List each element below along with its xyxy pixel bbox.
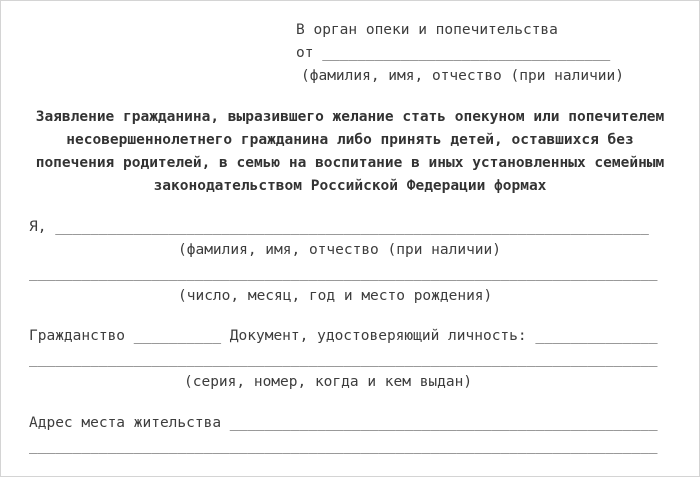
citizenship-line <box>29 325 671 348</box>
passport-details-blank-line: ________________________________________________________________________ <box>29 351 658 367</box>
title-line-3: попечения родителей, в семью на воспитание в иных установленных семейным <box>35 155 665 171</box>
address-blank-row-3 <box>29 458 671 477</box>
form-title <box>29 106 671 198</box>
authority-line <box>296 19 671 42</box>
addressee-block <box>296 19 671 88</box>
from-hint <box>296 65 671 88</box>
applicant-block <box>29 216 671 308</box>
address-blank-line-1: _________________________________________________ <box>229 415 658 431</box>
address-label: Адрес места жительства <box>29 415 230 431</box>
address-blank-line-3: ________________________________________________________________________ <box>29 461 658 477</box>
address-line <box>29 412 671 435</box>
address-blank-line-2: ________________________________________________________________________ <box>29 438 658 454</box>
full-name-blank-line: ____________________________________________________________________ <box>55 219 649 235</box>
identity-document-blank-line: ______________ <box>535 328 658 344</box>
identity-document-label: Документ, удостоверяющий личность: <box>221 328 536 344</box>
title-line-4: законодательством Российской Федерации формах <box>153 178 547 194</box>
from-hint-text: (фамилия, имя, отчество (при наличии) <box>301 68 625 84</box>
birth-blank-row <box>29 262 671 285</box>
birth-blank-line: ________________________________________________________________________ <box>29 265 658 281</box>
from-label: от <box>296 45 323 61</box>
address-block <box>29 412 671 477</box>
birth-hint <box>178 285 671 308</box>
passport-details-hint-text: (серия, номер, когда и кем выдан) <box>184 374 473 390</box>
identity-block <box>29 325 671 394</box>
authority-text: В орган опеки и попечительства <box>296 22 558 38</box>
i-line <box>29 216 671 239</box>
title-line-2: несовершеннолетнего гражданина либо принять детей, оставшихся без <box>66 132 634 148</box>
citizenship-label: Гражданство <box>29 328 134 344</box>
full-name-hint <box>178 239 671 262</box>
full-name-hint-text: (фамилия, имя, отчество (при наличии) <box>178 242 502 258</box>
address-blank-row-2 <box>29 435 671 458</box>
citizenship-blank-line: __________ <box>133 328 222 344</box>
from-blank-line: _________________________________ <box>322 45 611 61</box>
passport-details-blank-row <box>29 348 671 371</box>
birth-hint-text: (число, месяц, год и место рождения) <box>178 288 493 304</box>
passport-details-hint <box>184 371 671 394</box>
from-line <box>296 42 671 65</box>
i-label: Я, <box>29 219 56 235</box>
title-line-1: Заявление гражданина, выразившего желание стать опекуном или попечителем <box>35 109 665 125</box>
